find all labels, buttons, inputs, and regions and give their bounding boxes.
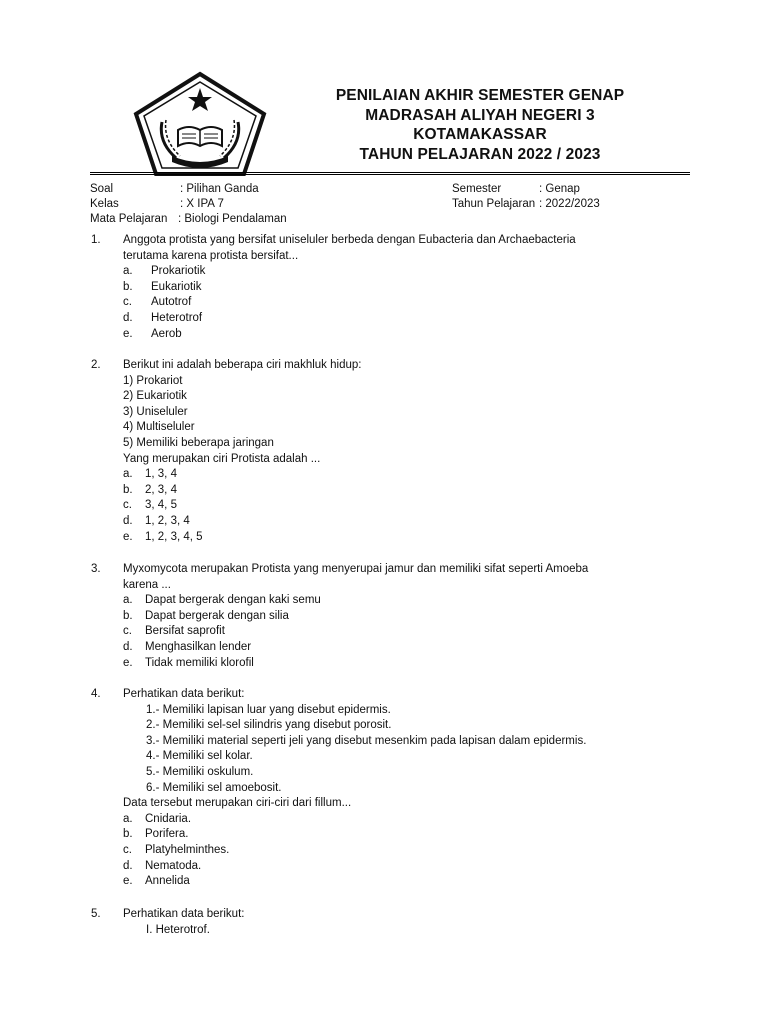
soal-value: : Pilihan Ganda (180, 183, 259, 195)
mapel-label: Mata Pelajaran (90, 213, 168, 225)
question-prompt: Yang merupakan ciri Protista adalah ... (123, 452, 321, 465)
option-letter: b. (123, 483, 133, 496)
data-item: 5.- Memiliki oskulum. (146, 765, 254, 778)
option-letter: a. (123, 594, 133, 607)
option-c (123, 498, 177, 514)
kelas-value: : X IPA 7 (180, 198, 224, 210)
option-b (123, 280, 202, 296)
option-d (123, 859, 201, 875)
option-a (123, 812, 191, 828)
option-letter: c. (123, 625, 132, 638)
option-letter: c. (123, 843, 132, 856)
option-a (123, 264, 205, 280)
option-text: Autotrof (151, 296, 192, 309)
option-letter: b. (123, 828, 133, 841)
option-d (123, 640, 251, 656)
question-number: 5. (91, 908, 101, 920)
option-text: Tidak memiliki klorofil (145, 656, 254, 669)
option-letter: a. (123, 265, 133, 278)
option-text: 1, 2, 3, 4, 5 (145, 530, 203, 543)
option-letter: c. (123, 296, 132, 309)
question-5 (91, 907, 691, 938)
option-text: Cnidaria. (145, 812, 192, 825)
option-text: Prokariotik (151, 265, 206, 278)
option-text: 1, 2, 3, 4 (145, 514, 190, 527)
semester-value: : Genap (539, 183, 580, 195)
question-1 (91, 233, 691, 342)
option-letter: d. (123, 640, 133, 653)
option-text: 2, 3, 4 (145, 483, 177, 496)
option-a (123, 467, 177, 483)
option-text: Annelida (145, 875, 190, 888)
exam-meta-right (452, 182, 600, 212)
option-letter: c. (123, 499, 132, 512)
question-number: 4. (91, 688, 101, 700)
option-text: Porifera. (145, 828, 189, 841)
statement-item: 4) Multiseluler (123, 421, 195, 434)
option-letter: d. (123, 514, 133, 527)
option-letter: d. (123, 311, 133, 324)
option-text: Eukariotik (151, 280, 202, 293)
option-c (123, 843, 229, 859)
option-text: Nematoda. (145, 859, 202, 872)
kemenag-logo (132, 70, 268, 178)
question-text: Perhatikan data berikut: (123, 908, 245, 920)
header-divider-secondary (90, 174, 690, 175)
tahun-value: : 2022/2023 (539, 198, 600, 210)
option-e (123, 874, 190, 890)
option-d (123, 514, 190, 530)
option-b (123, 483, 177, 499)
option-b (123, 827, 188, 843)
header-school: MADRASAH ALIYAH NEGERI 3 (365, 106, 595, 124)
option-letter: e. (123, 656, 133, 669)
option-c (123, 624, 225, 640)
kelas-label: Kelas (90, 198, 119, 210)
question-text: karena ... (123, 578, 171, 591)
statement-item: 3) Uniseluler (123, 405, 188, 418)
option-text: Dapat bergerak dengan silia (145, 609, 289, 622)
option-letter: e. (123, 530, 133, 543)
option-e (123, 530, 203, 546)
data-item: 4.- Memiliki sel kolar. (146, 750, 253, 763)
option-letter: a. (123, 812, 133, 825)
option-text: Aerob (151, 327, 182, 340)
statement-item: 2) Eukariotik (123, 390, 187, 403)
data-item: I. Heterotrof. (146, 923, 210, 936)
option-letter: d. (123, 859, 133, 872)
option-c (123, 295, 191, 311)
option-text: Heterotrof (151, 311, 203, 324)
data-item: 2.- Memiliki sel-sel silindris yang disebut porosit. (146, 719, 392, 732)
statement-item: 1) Prokariot (123, 374, 183, 387)
question-text: terutama karena protista bersifat... (123, 249, 299, 262)
option-e (123, 327, 182, 343)
option-letter: a. (123, 468, 133, 481)
option-a (123, 593, 321, 609)
mapel-value: : Biologi Pendalaman (178, 213, 287, 225)
option-letter: b. (123, 609, 133, 622)
question-number: 3. (91, 563, 101, 575)
option-d (123, 311, 202, 327)
header-city: KOTAMAKASSAR (413, 126, 547, 143)
option-text: 3, 4, 5 (145, 499, 177, 512)
question-text: Berikut ini adalah beberapa ciri makhluk hidup: (123, 359, 362, 371)
exam-meta-left (90, 182, 287, 227)
statement-item: 5) Memiliki beberapa jaringan (123, 436, 274, 449)
question-number: 1. (91, 234, 101, 246)
semester-label: Semester (452, 183, 502, 195)
data-item: 3.- Memiliki material seperti jeli yang disebut mesenkim pada lapisan dalam epidermis. (146, 734, 587, 747)
option-text: Platyhelminthes. (145, 843, 230, 856)
question-text: Anggota protista yang bersifat uniseluler berbeda dengan Eubacteria dan Archaebacteria (123, 234, 576, 246)
question-text: Myxomycota merupakan Protista yang menyerupai jamur dan memiliki sifat seperti Amoeba (123, 563, 589, 575)
question-2 (91, 358, 691, 545)
option-letter: b. (123, 280, 133, 293)
data-item: 6.- Memiliki sel amoebosit. (146, 781, 282, 794)
option-text: Menghasilkan lender (145, 640, 252, 653)
question-number: 2. (91, 359, 101, 371)
option-e (123, 656, 254, 672)
data-item: 1.- Memiliki lapisan luar yang disebut epidermis. (146, 703, 391, 716)
option-text: 1, 3, 4 (145, 468, 177, 481)
option-letter: e. (123, 875, 133, 888)
option-letter: e. (123, 327, 133, 340)
exam-header (300, 86, 660, 164)
question-prompt: Data tersebut merupakan ciri-ciri dari fillum... (123, 797, 352, 810)
question-3 (91, 562, 691, 671)
option-b (123, 609, 289, 625)
option-text: Dapat bergerak dengan kaki semu (145, 594, 321, 607)
header-year: TAHUN PELAJARAN 2022 / 2023 (359, 145, 601, 163)
question-text: Perhatikan data berikut: (123, 688, 245, 700)
question-4 (91, 687, 691, 890)
option-text: Bersifat saprofit (145, 625, 225, 638)
soal-label: Soal (90, 183, 114, 195)
tahun-label: Tahun Pelajaran (452, 198, 536, 210)
header-title: PENILAIAN AKHIR SEMESTER GENAP (335, 87, 625, 104)
header-divider (90, 172, 690, 173)
